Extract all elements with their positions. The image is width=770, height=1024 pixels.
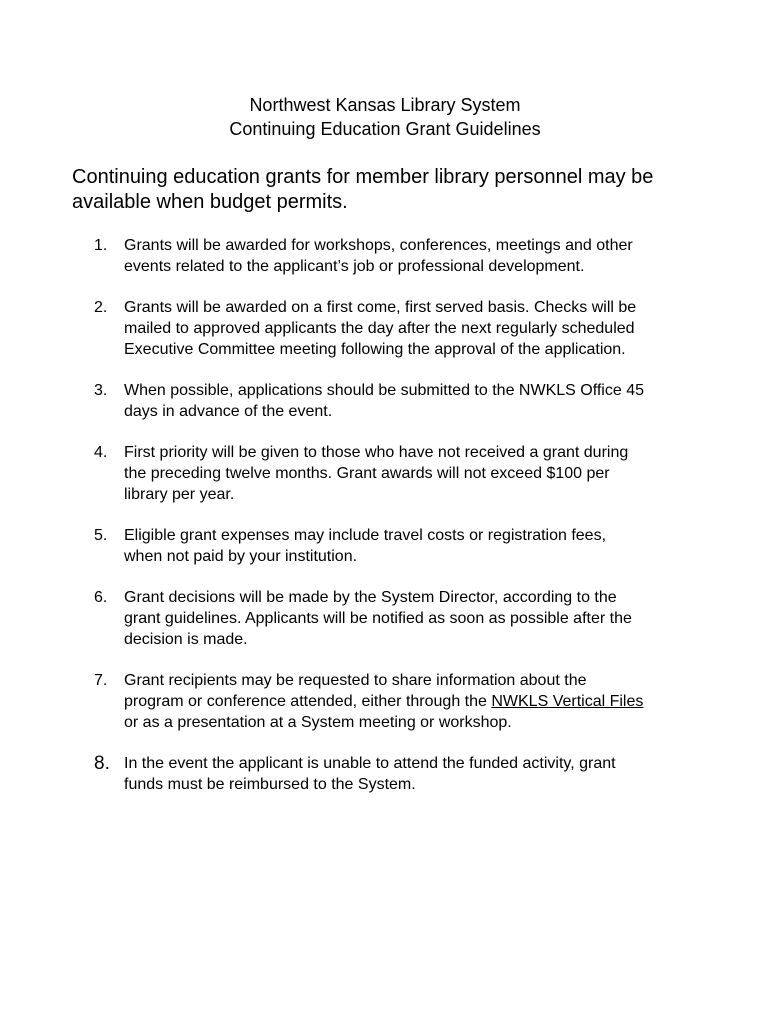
item-line: mailed to approved applicants the day after the next regularly scheduled [124, 320, 635, 337]
item-line: when not paid by your institution. [124, 548, 358, 565]
list-item [94, 442, 714, 505]
item-line: When possible, applications should be submitted to the NWKLS Office 45 [124, 382, 644, 399]
item-line: Grants will be awarded for workshops, conferences, meetings and other [124, 237, 633, 254]
item-line: or as a presentation at a System meeting or workshop. [124, 714, 512, 731]
guidelines-list [0, 235, 770, 815]
item-line: Grant decisions will be made by the System Director, according to the [124, 589, 617, 606]
item-line: funds must be reimbursed to the System. [124, 776, 416, 793]
list-item [94, 380, 714, 422]
intro-paragraph: Continuing education grants for member library personnel may be available when budget permits. [72, 166, 654, 213]
organization-name: Northwest Kansas Library System [249, 95, 521, 115]
item-line: Grants will be awarded on a first come, first served basis. Checks will be [124, 299, 637, 316]
item-number: 2. [94, 299, 108, 316]
list-item [94, 587, 714, 650]
item-line [124, 691, 714, 712]
item-number: 3. [94, 382, 108, 399]
item-line: First priority will be given to those who have not received a grant during [124, 444, 629, 461]
list-item [94, 525, 714, 567]
item-line: library per year. [124, 486, 235, 503]
item-number: 6. [94, 589, 108, 606]
item-number: 4. [94, 444, 108, 461]
item-number: 1. [94, 237, 108, 254]
item-line: Executive Committee meeting following the approval of the application. [124, 341, 626, 358]
item-line: the preceding twelve months. Grant awards will not exceed $100 per [124, 465, 610, 482]
list-item [94, 670, 714, 733]
item-line: decision is made. [124, 631, 248, 648]
list-item [94, 753, 714, 795]
item-line-prefix: program or conference attended, either through the [124, 693, 492, 710]
item-number: 5. [94, 527, 108, 544]
item-line: Grant recipients may be requested to share information about the [124, 672, 587, 689]
item-line: days in advance of the event. [124, 403, 333, 420]
list-item [94, 235, 714, 277]
list-item [94, 297, 714, 360]
item-line: In the event the applicant is unable to attend the funded activity, grant [124, 755, 616, 772]
item-number: 8. [94, 753, 110, 774]
item-number: 7. [94, 672, 108, 689]
document-title: Continuing Education Grant Guidelines [229, 119, 541, 139]
document-header [0, 93, 770, 141]
item-line: Eligible grant expenses may include travel costs or registration fees, [124, 527, 607, 544]
nwkls-vertical-files-link[interactable]: NWKLS Vertical Files [491, 693, 644, 710]
item-line: events related to the applicant’s job or professional development. [124, 258, 585, 275]
item-line: grant guidelines. Applicants will be notified as soon as possible after the [124, 610, 632, 627]
